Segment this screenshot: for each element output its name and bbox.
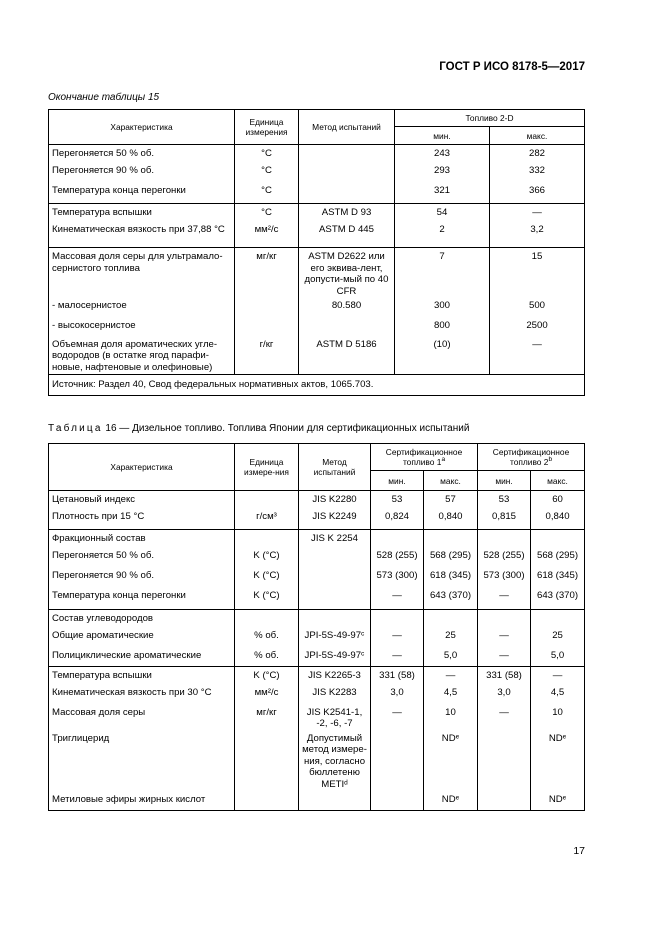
table-cell: Фракционный состав bbox=[49, 530, 235, 550]
table-cell: - высокосернистое bbox=[49, 320, 235, 339]
table-cell: Температура конца перегонки bbox=[49, 590, 235, 610]
table-cell: Перегоняется 50 % об. bbox=[49, 550, 235, 570]
table-cell bbox=[371, 610, 424, 630]
table-cell: Кинематическая вязкость при 30 °C bbox=[49, 687, 235, 707]
table15-caption: Окончание таблицы 15 bbox=[48, 92, 160, 103]
table-cell: JIS K2280 bbox=[299, 491, 371, 511]
table-cell: K (°C) bbox=[235, 570, 299, 590]
table-cell: 800 bbox=[395, 320, 490, 339]
table-cell: 0,840 bbox=[424, 511, 478, 530]
table-cell: — bbox=[371, 650, 424, 667]
table-cell bbox=[478, 610, 531, 630]
table-row bbox=[49, 590, 585, 610]
table-cell: Допустимый метод измере-ния, согласно бюллетеню METIᵈ bbox=[299, 733, 371, 794]
table-cell: г/см³ bbox=[235, 511, 299, 530]
table-cell: NDᵉ bbox=[424, 733, 478, 794]
table-cell: 0,824 bbox=[371, 511, 424, 530]
table-cell: JIS K2265-3 bbox=[299, 667, 371, 687]
table-cell: (10) bbox=[395, 339, 490, 375]
table-cell: 3,0 bbox=[478, 687, 531, 707]
table-cell: Кинематическая вязкость при 37,88 °C bbox=[49, 224, 235, 248]
table-cell: °C bbox=[235, 204, 299, 224]
table-row bbox=[49, 185, 585, 204]
table-cell: NDᵉ bbox=[424, 794, 478, 811]
table-cell bbox=[299, 794, 371, 811]
table-cell: Цетановый индекс bbox=[49, 491, 235, 511]
table-row bbox=[49, 630, 585, 650]
col-method: Метод испытаний bbox=[299, 444, 371, 491]
table-cell: 2 bbox=[395, 224, 490, 248]
table-cell: 528 (255) bbox=[371, 550, 424, 570]
col-unit: Единица измере-ния bbox=[235, 444, 299, 491]
table15-source: Источник: Раздел 40, Свод федеральных нормативных актов, 1065.703. bbox=[49, 375, 585, 396]
table-cell: 57 bbox=[424, 491, 478, 511]
table-cell: K (°C) bbox=[235, 550, 299, 570]
table-cell: Перегоняется 50 % об. bbox=[49, 145, 235, 165]
col-fuel-2: Сертификационное топливо 2$^b$ bbox=[478, 444, 585, 471]
table-cell bbox=[235, 300, 299, 320]
table-cell: — bbox=[478, 630, 531, 650]
page-number: 17 bbox=[573, 845, 585, 857]
table-cell: — bbox=[371, 590, 424, 610]
table-cell: мм²/с bbox=[235, 224, 299, 248]
table-cell: NDᵉ bbox=[531, 794, 585, 811]
table-cell: — bbox=[478, 590, 531, 610]
table-cell: 332 bbox=[490, 165, 585, 185]
table-cell: 331 (58) bbox=[478, 667, 531, 687]
table-cell bbox=[531, 530, 585, 550]
table-cell: Объемная доля ароматических угле-водородов (в остатке ягод парафи-новые, нафтеновые и олефиновые) bbox=[49, 339, 235, 375]
table-cell: 300 bbox=[395, 300, 490, 320]
table-cell: — bbox=[371, 630, 424, 650]
table-row bbox=[49, 707, 585, 733]
col-max: макс. bbox=[424, 471, 478, 491]
table-cell: 25 bbox=[424, 630, 478, 650]
table-cell: JIS K2283 bbox=[299, 687, 371, 707]
table-cell: 282 bbox=[490, 145, 585, 165]
table-cell: ASTM D 5186 bbox=[299, 339, 395, 375]
table-cell: K (°C) bbox=[235, 590, 299, 610]
table-cell: °C bbox=[235, 185, 299, 204]
table-cell: 618 (345) bbox=[531, 570, 585, 590]
col-fuel: Топливо 2-D bbox=[395, 110, 585, 127]
table-cell: JPI-5S-49-97ᶜ bbox=[299, 650, 371, 667]
table-cell bbox=[235, 794, 299, 811]
table-cell: 5,0 bbox=[531, 650, 585, 667]
table-cell bbox=[299, 145, 395, 165]
table-cell: 243 bbox=[395, 145, 490, 165]
table-row bbox=[49, 530, 585, 550]
document-header: ГОСТ Р ИСО 8178-5—2017 bbox=[439, 61, 585, 73]
table-cell: — bbox=[424, 667, 478, 687]
table-cell: Общие ароматические bbox=[49, 630, 235, 650]
table-cell: 568 (295) bbox=[531, 550, 585, 570]
table-row bbox=[49, 248, 585, 300]
table-row bbox=[49, 339, 585, 375]
table-cell: NDᵉ bbox=[531, 733, 585, 794]
table-cell: 25 bbox=[531, 630, 585, 650]
table-cell bbox=[478, 794, 531, 811]
table-cell: Метиловые эфиры жирных кислот bbox=[49, 794, 235, 811]
table-cell bbox=[424, 530, 478, 550]
table-cell: ASTM D2622 или его эквива-лент, допусти-мый по 40 CFR bbox=[299, 248, 395, 300]
table-cell: 0,815 bbox=[478, 511, 531, 530]
table-row bbox=[49, 300, 585, 320]
table-cell: Перегоняется 90 % об. bbox=[49, 165, 235, 185]
table-cell: ASTM D 445 bbox=[299, 224, 395, 248]
table-cell bbox=[299, 550, 371, 570]
table-cell: % об. bbox=[235, 630, 299, 650]
col-min: мин. bbox=[395, 127, 490, 145]
table-cell: Температура вспышки bbox=[49, 204, 235, 224]
table-cell: 366 bbox=[490, 185, 585, 204]
table-cell: JIS K2249 bbox=[299, 511, 371, 530]
table-cell: Массовая доля серы bbox=[49, 707, 235, 733]
table-cell bbox=[299, 570, 371, 590]
col-max: макс. bbox=[531, 471, 585, 491]
table-cell: 2500 bbox=[490, 320, 585, 339]
table-cell: °C bbox=[235, 165, 299, 185]
table-cell: 528 (255) bbox=[478, 550, 531, 570]
table-cell: 54 bbox=[395, 204, 490, 224]
table-row bbox=[49, 145, 585, 165]
table-cell: — bbox=[490, 204, 585, 224]
table-16 bbox=[48, 443, 585, 811]
table-cell: ASTM D 93 bbox=[299, 204, 395, 224]
col-unit: Единица измерения bbox=[235, 110, 299, 145]
table-row bbox=[49, 165, 585, 185]
table-row bbox=[49, 204, 585, 224]
table-cell: 643 (370) bbox=[424, 590, 478, 610]
table-cell: JIS K2541-1, -2, -6, -7 bbox=[299, 707, 371, 733]
table-cell: °C bbox=[235, 145, 299, 165]
col-fuel-1: Сертификационное топливо 1$^a$ bbox=[371, 444, 478, 471]
table-row bbox=[49, 570, 585, 590]
table-cell: 4,5 bbox=[531, 687, 585, 707]
table-cell: 5,0 bbox=[424, 650, 478, 667]
col-characteristic: Характеристика bbox=[49, 110, 235, 145]
table-cell: — bbox=[478, 707, 531, 733]
table-cell: 60 bbox=[531, 491, 585, 511]
table-cell: 321 bbox=[395, 185, 490, 204]
table-cell bbox=[299, 165, 395, 185]
table-cell: K (°C) bbox=[235, 667, 299, 687]
table-cell: Массовая доля серы для ультрамало-сернистого топлива bbox=[49, 248, 235, 300]
table-cell bbox=[235, 491, 299, 511]
table-cell: 3,2 bbox=[490, 224, 585, 248]
table-row bbox=[49, 224, 585, 248]
table-cell bbox=[531, 610, 585, 630]
table-cell: 80.580 bbox=[299, 300, 395, 320]
col-characteristic: Характеристика bbox=[49, 444, 235, 491]
table-row bbox=[49, 511, 585, 530]
table-cell: 573 (300) bbox=[478, 570, 531, 590]
table-cell: 0,840 bbox=[531, 511, 585, 530]
table-cell: мм²/с bbox=[235, 687, 299, 707]
table-cell: - малосернистое bbox=[49, 300, 235, 320]
table-cell bbox=[424, 610, 478, 630]
table-cell: 3,0 bbox=[371, 687, 424, 707]
table-cell bbox=[299, 590, 371, 610]
table-row bbox=[49, 550, 585, 570]
table-cell: Триглицерид bbox=[49, 733, 235, 794]
table-row bbox=[49, 667, 585, 687]
table-cell: мг/кг bbox=[235, 707, 299, 733]
col-min: мин. bbox=[371, 471, 424, 491]
table-cell: Температура конца перегонки bbox=[49, 185, 235, 204]
table-cell: 7 bbox=[395, 248, 490, 300]
table-cell: Перегоняется 90 % об. bbox=[49, 570, 235, 590]
table-row bbox=[49, 794, 585, 811]
table-cell: г/кг bbox=[235, 339, 299, 375]
table-row bbox=[49, 320, 585, 339]
table-cell bbox=[235, 733, 299, 794]
table-row bbox=[49, 491, 585, 511]
table16-caption: Таблица 16 — Дизельное топливо. Топлива Японии для сертификационных испытаний bbox=[48, 423, 470, 434]
table-row bbox=[49, 687, 585, 707]
table-cell: — bbox=[531, 667, 585, 687]
table-cell bbox=[371, 733, 424, 794]
col-method: Метод испытаний bbox=[299, 110, 395, 145]
table-cell: 53 bbox=[371, 491, 424, 511]
table-cell: 643 (370) bbox=[531, 590, 585, 610]
table-cell bbox=[371, 530, 424, 550]
table-cell bbox=[478, 733, 531, 794]
table-cell: 4,5 bbox=[424, 687, 478, 707]
table-cell bbox=[235, 320, 299, 339]
table-cell: JPI-5S-49-97ᶜ bbox=[299, 630, 371, 650]
table-15 bbox=[48, 109, 585, 396]
table-cell: Температура вспышки bbox=[49, 667, 235, 687]
table-cell: 53 bbox=[478, 491, 531, 511]
table-cell: Полициклические ароматические bbox=[49, 650, 235, 667]
col-max: макс. bbox=[490, 127, 585, 145]
table-row bbox=[49, 650, 585, 667]
table-cell: 293 bbox=[395, 165, 490, 185]
table-cell: 573 (300) bbox=[371, 570, 424, 590]
col-min: мин. bbox=[478, 471, 531, 491]
table-cell bbox=[299, 610, 371, 630]
table-cell: 15 bbox=[490, 248, 585, 300]
table-cell: мг/кг bbox=[235, 248, 299, 300]
table-cell: 10 bbox=[424, 707, 478, 733]
table-cell: 500 bbox=[490, 300, 585, 320]
table-cell: 618 (345) bbox=[424, 570, 478, 590]
table-row bbox=[49, 610, 585, 630]
table-cell: — bbox=[371, 707, 424, 733]
table-cell: 331 (58) bbox=[371, 667, 424, 687]
table-row bbox=[49, 733, 585, 794]
table-cell bbox=[371, 794, 424, 811]
table-cell: — bbox=[478, 650, 531, 667]
table-cell: % об. bbox=[235, 650, 299, 667]
table-cell: 568 (295) bbox=[424, 550, 478, 570]
table-cell bbox=[235, 530, 299, 550]
table-cell bbox=[235, 610, 299, 630]
table-cell: — bbox=[490, 339, 585, 375]
table-cell: Плотность при 15 °C bbox=[49, 511, 235, 530]
table-cell: Состав углеводородов bbox=[49, 610, 235, 630]
table-cell bbox=[299, 320, 395, 339]
table-cell: 10 bbox=[531, 707, 585, 733]
table-cell bbox=[299, 185, 395, 204]
table-cell bbox=[478, 530, 531, 550]
table-cell: JIS K 2254 bbox=[299, 530, 371, 550]
